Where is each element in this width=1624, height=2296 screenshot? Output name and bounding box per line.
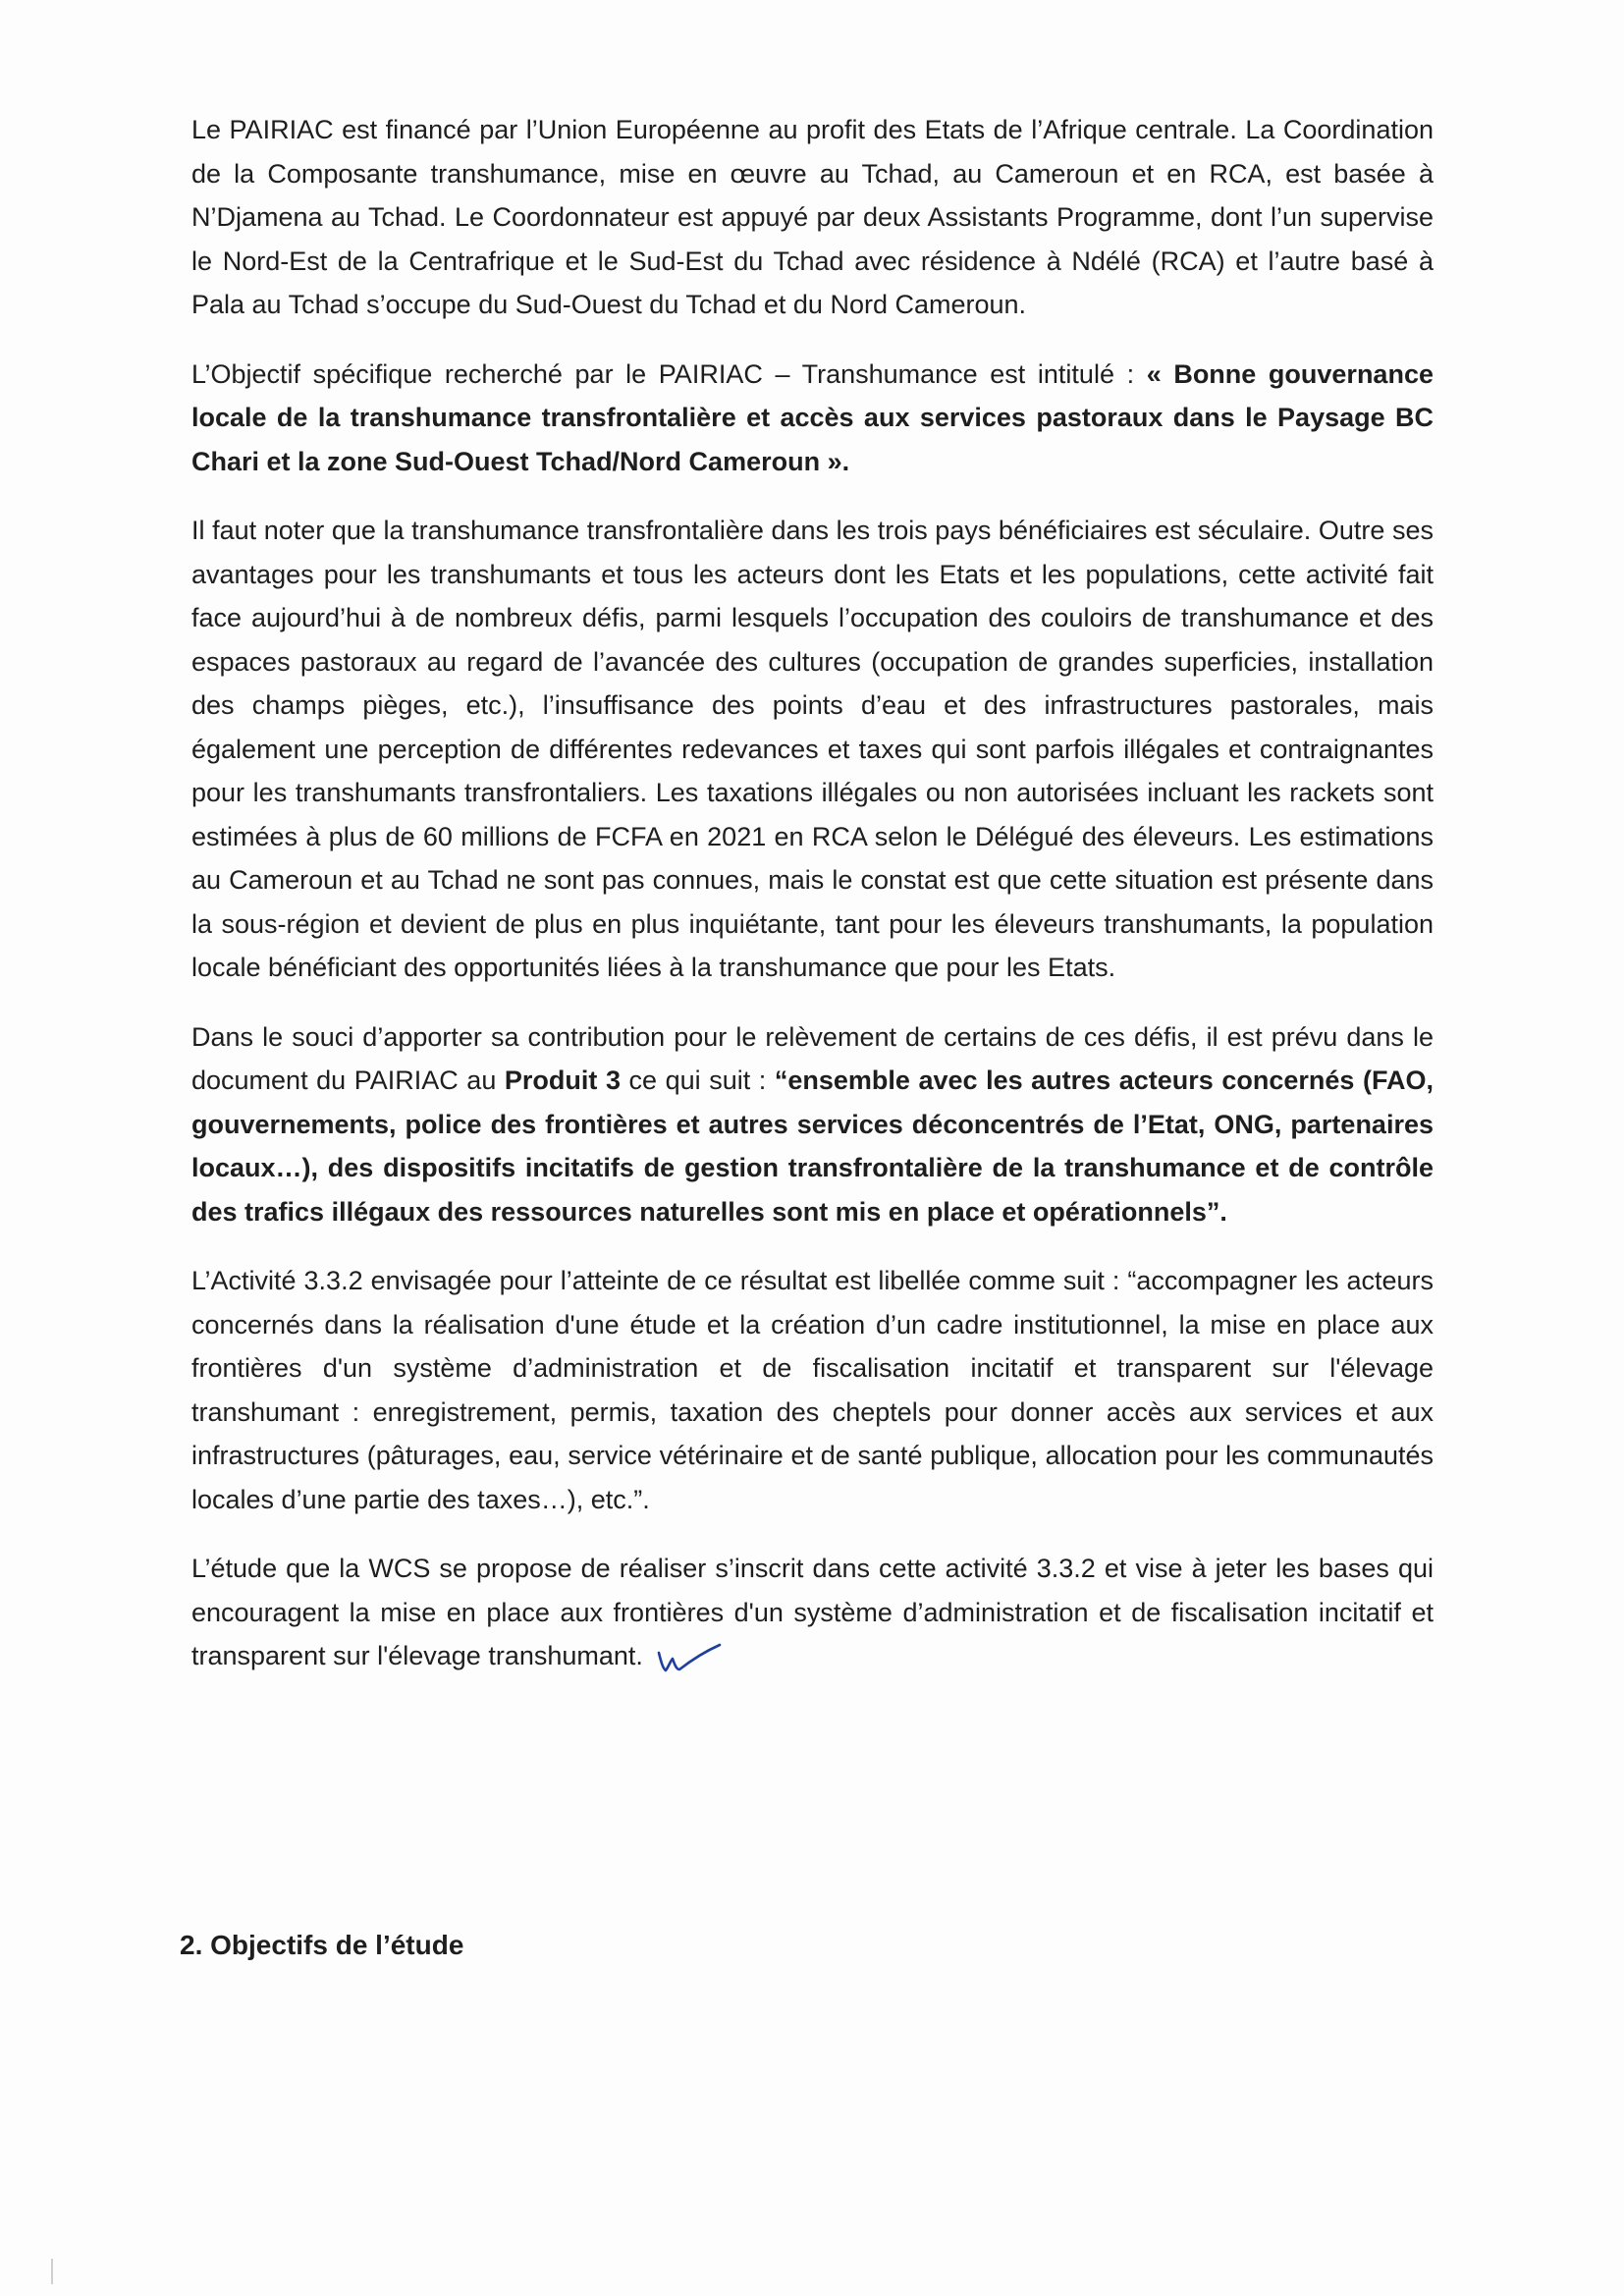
paragraph-specific-objective: [191, 353, 1434, 484]
paragraph-activity-332: L’Activité 3.3.2 envisagée pour l’atteinte de ce résultat est libellée comme suit : “accompagner les acteurs concernés dans la réalisation d'une étude et la création d’un cadre institutionnel, la mise en place aux frontières d'un système d’administration et de fiscalisation incitatif et transparent sur l'élevage transhumant : enregistrement, permis, taxation des cheptels pour donner accès aux services et aux infrastructures (pâturages, eau, service vétérinaire et de santé publique, allocation pour les communautés locales d’une partie des taxes…), etc.”.: [191, 1266, 1434, 1514]
paragraph-pairiac-funding: Le PAIRIAC est financé par l’Union Européenne au profit des Etats de l’Afrique centrale. La Coordination de la Composante transhumance, mise en œuvre au Tchad, au Cameroun et en RCA, est basée à N’Djamena au Tchad. Le Coordonnateur est appuyé par deux Assistants Programme, dont l’un supervise le Nord-Est de la Centrafrique et le Sud-Est du Tchad avec résidence à Ndélé (RCA) et l’autre basé à Pala au Tchad s’occupe du Sud-Ouest du Tchad et du Nord Cameroun.: [191, 115, 1434, 319]
document-body: [191, 108, 1434, 1704]
handwritten-initial-signature: [655, 1639, 724, 1676]
produit-connector-text: ce qui suit :: [620, 1066, 775, 1095]
produit-intro-text: Dans le souci d’apporter sa contribution pour le relèvement de certains de ces défis, il est prévu dans le document du PAIRIAC au: [191, 1021, 1434, 1095]
produit-3-quote: “ensemble avec les autres acteurs concernés (FAO, gouvernements, police des frontières et autres services déconcentrés de l’Etat, ONG, partenaires locaux…), des dispositifs incitatifs de gestion transfrontalière de la transhumance et de contrôle des trafics illégaux des ressources naturelles sont mis en place et opérationnels”.: [191, 1066, 1434, 1227]
objective-title-bold: « Bonne gouvernance locale de la transhumance transfrontalière et accès aux services pastoraux dans le Paysage BC Chari et la zone Sud-Ouest Tchad/Nord Cameroun ».: [191, 358, 1434, 476]
paragraph-transhumance-challenges: Il faut noter que la transhumance transfrontalière dans les trois pays bénéficiaires est séculaire. Outre ses avantages pour les transhumants et tous les acteurs dont les Etats et les populations, cette activité fait face aujourd’hui à de nombreux défis, parmi lesquels l’occupation des couloirs de transhumance et des espaces pastoraux au regard de l’avancée des cultures (occupation de grandes superficies, installation des champs pièges, etc.), l’insuffisance des points d’eau et des infrastructures pastorales, mais également une perception de différentes redevances et taxes qui sont parfois illégales et contraignantes pour les transhumants transfrontaliers. Les taxations illégales ou non autorisées incluant les rackets sont estimées à plus de 60 millions de FCFA en 2021 en RCA selon le Délégué des éleveurs. Les estimations au Cameroun et au Tchad ne sont pas connues, mais le constat est que cette situation est présente dans la sous-région et devient de plus en plus inquiétante, tant pour les éleveurs transhumants, la population locale bénéficiant des opportunités liées à la transhumance que pour les Etats.: [191, 516, 1434, 982]
paragraph-produit-3: [191, 1015, 1434, 1234]
produit-3-label: Produit 3: [504, 1066, 621, 1095]
scan-edge-mark: [51, 2259, 53, 2284]
objective-intro-text: L’Objectif spécifique recherché par le PAIRIAC – Transhumance est intitulé :: [191, 358, 1147, 389]
section-heading-objectifs: 2. Objectifs de l’étude: [180, 1930, 464, 1960]
wcs-study-text: L’étude que la WCS se propose de réaliser s’inscrit dans cette activité 3.3.2 et vise à jeter les bases qui encouragent la mise en place aux frontières d'un système d’administration et de fiscalisation incitatif et transparent sur l'élevage transhumant.: [191, 1554, 1434, 1670]
paragraph-wcs-study: [191, 1547, 1434, 1678]
